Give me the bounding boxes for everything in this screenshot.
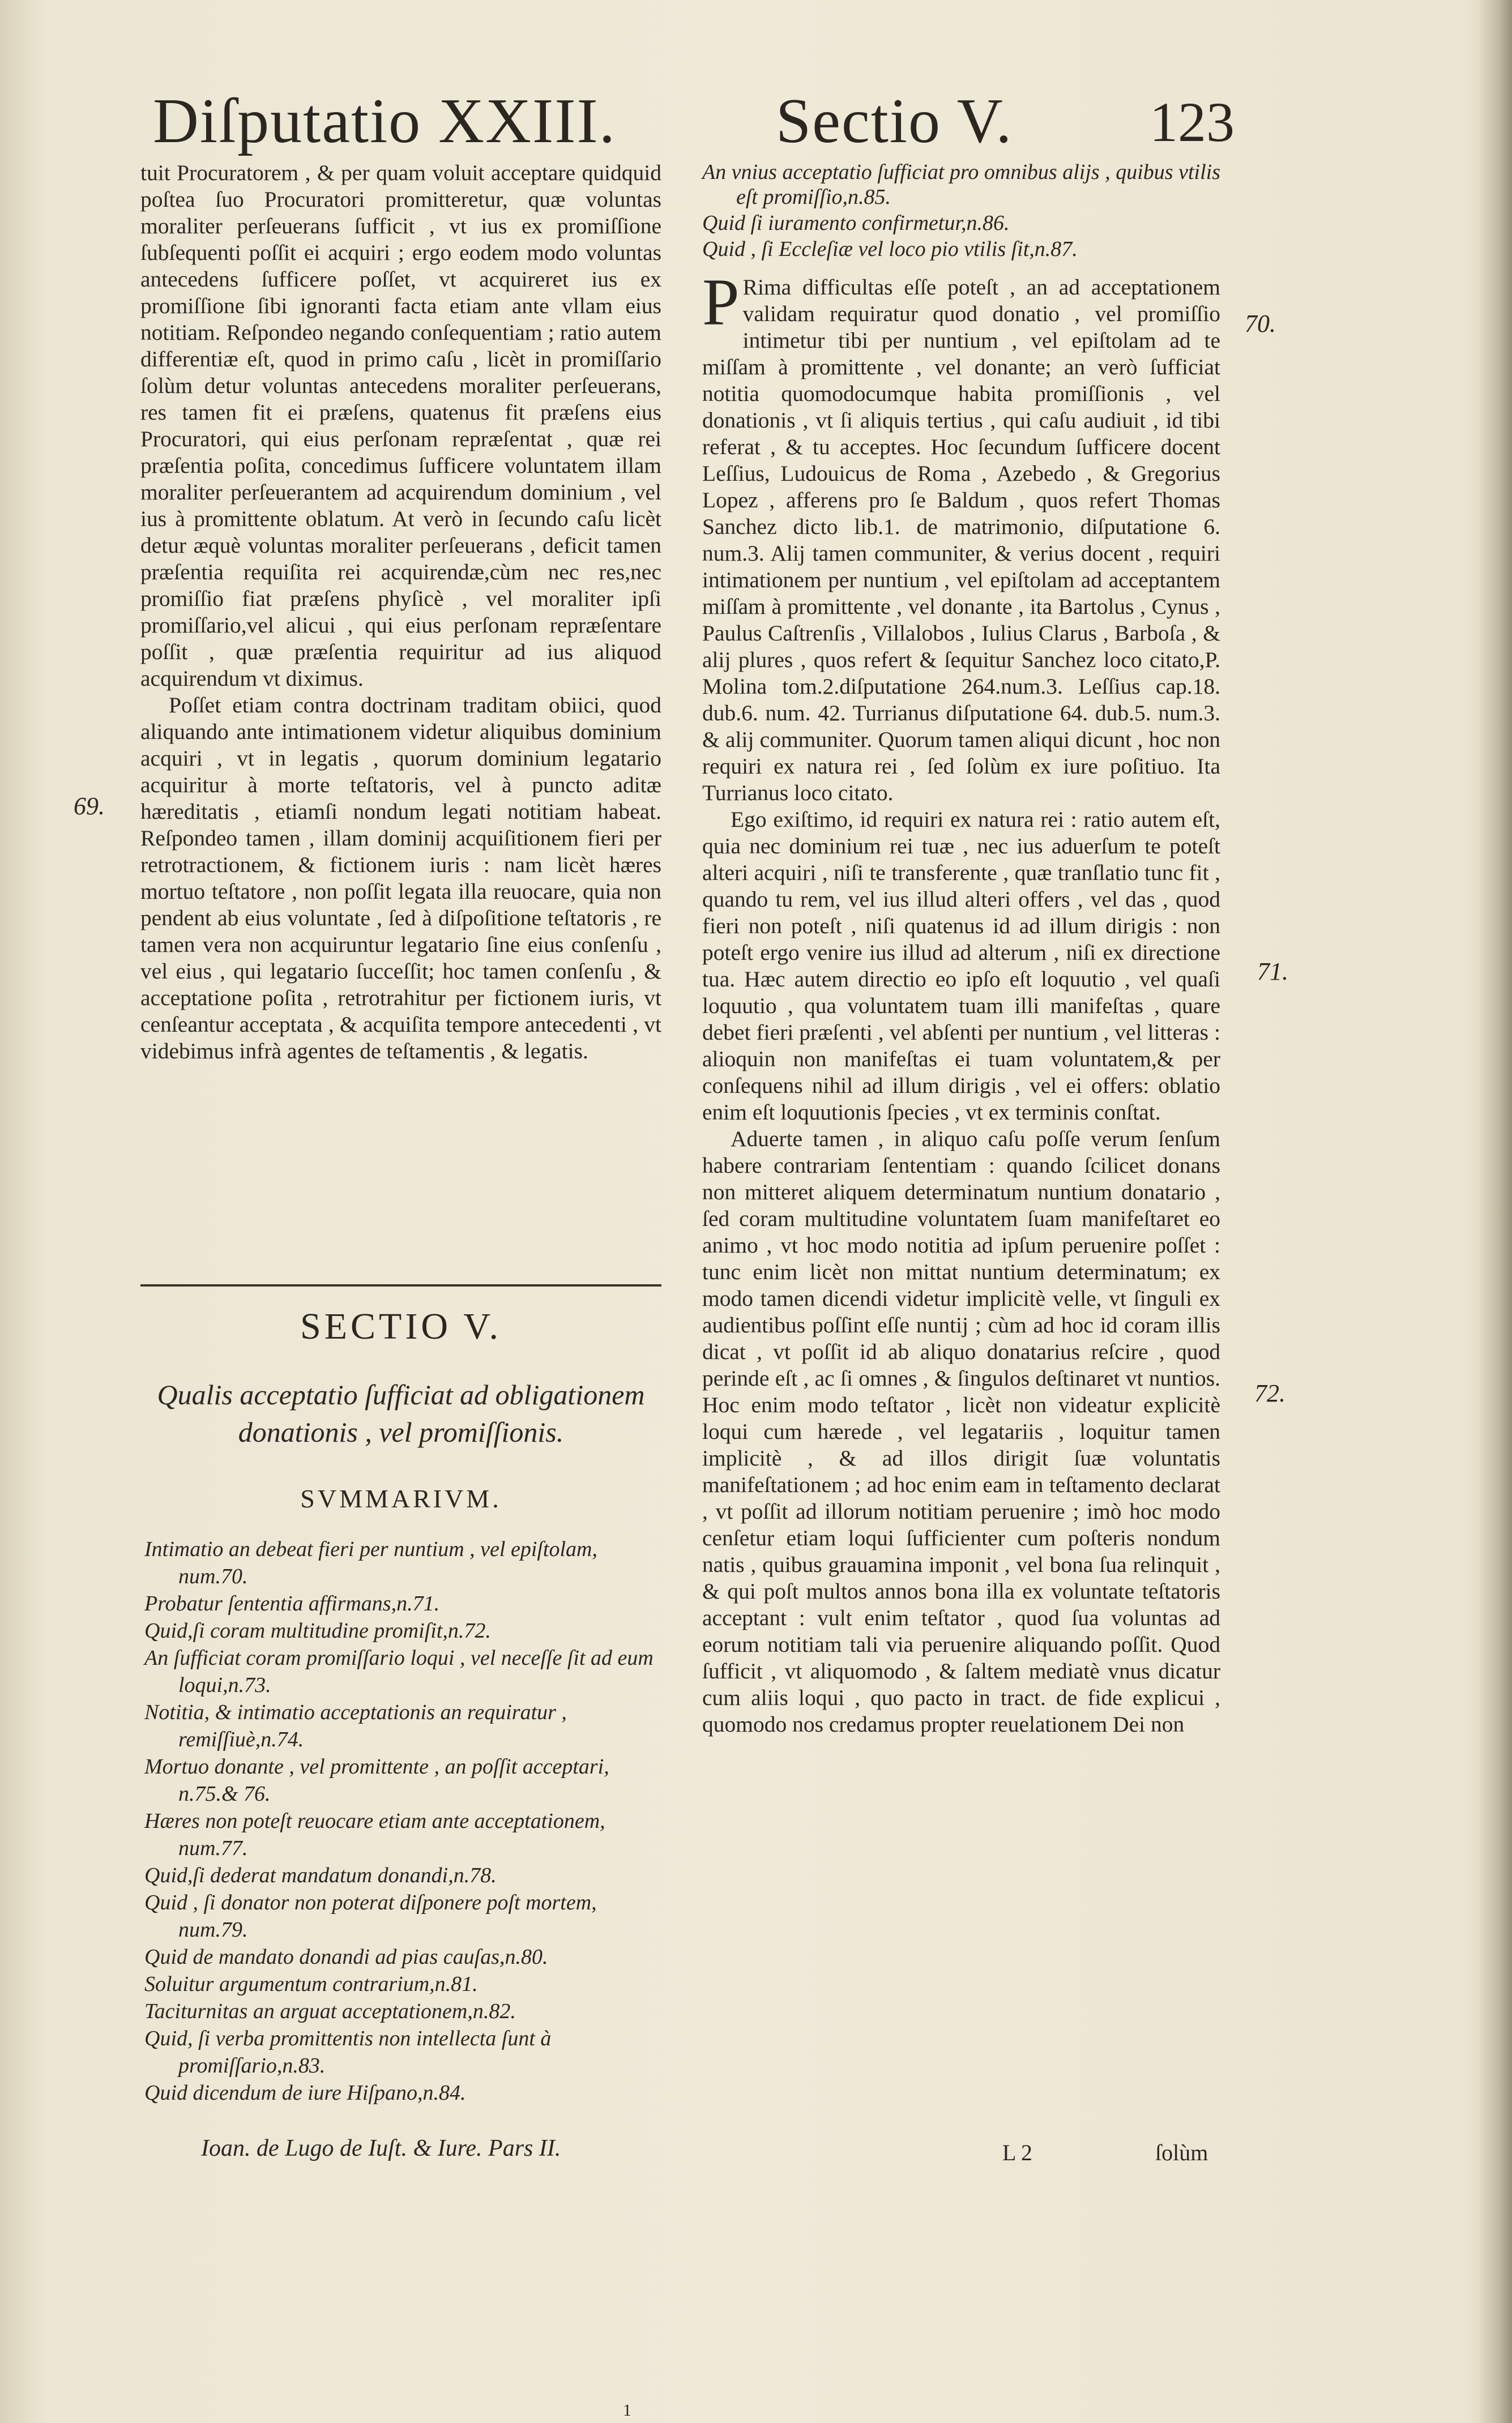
summary-list-right (702, 160, 1220, 262)
summary-item: Quid , ſi donator non poterat diſponere poſt mortem, num.79. (144, 1891, 597, 1942)
margin-number-69: 69. (74, 792, 105, 820)
summary-item: Hæres non poteſt reuocare etiam ante acceptationem, num.77. (144, 1809, 605, 1860)
header-disputation: Diſputatio XXIII. (153, 86, 616, 156)
summary-item: Quid , ſi Eccleſiæ vel loco pio vtilis ſit,n.87. (702, 237, 1078, 261)
footer-author-title: Ioan. de Lugo de Iuſt. & Iure. Pars II. (201, 2135, 561, 2161)
page-gutter-shadow (1478, 0, 1512, 2423)
left-column (140, 160, 661, 1065)
summary-item: Quid, ſi verba promittentis non intellecta ſunt à promiſſario,n.83. (144, 2027, 552, 2078)
summary-item: Intimatio an debeat fieri per nuntium , vel epiſtolam, num.70. (144, 1537, 597, 1588)
left-paragraph-1: tuit Procuratorem , & per quam voluit acceptare quidquid poſtea ſuo Procuratori promitteretur, quæ voluntas moraliter perſeuerans ſufficit , vt ius ex promiſſione ſubſequenti poſſit ei acquiri ; ergo eodem modo voluntas antecedens ſufficere poſſet, vt acquireret ius ex promiſſione ſibi ignoranti facta etiam ante vllam eius notitiam. Reſpondeo negando conſequentiam ; ratio autem differentiæ eſt, quod in primo caſu , licèt in promiſſario ſolùm detur voluntas antecedens moraliter perſeuerans, res tamen fit ei præſens, quatenus fit præſens eius Procuratori, qui eius perſonam repræſentat , quæ rei præſentia poſita, concedimus ſufficere voluntatem illam moraliter perſeuerantem ad acquirendum dominium , vel ius à promittente oblatum. At verò in ſecundo caſu licèt detur æquè voluntas moraliter perſeuerans , deficit tamen præſentia requiſita rei acquirendæ,cùm nec res,nec promiſſio fiat præſens phyſicè , vel moraliter ipſi promiſſario,vel alicui , qui eius perſonam repræſentare poſſit , quæ præſentia requiritur ad ius aliquod acquirendum vt diximus. (140, 160, 661, 691)
section-divider-rule (140, 1284, 661, 1287)
summary-item: An ſufficiat coram promiſſario loqui , vel neceſſe ſit ad eum loqui,n.73. (144, 1646, 654, 1697)
margin-number-71: 71. (1257, 958, 1288, 985)
drop-cap: P (702, 265, 740, 339)
left-paragraph-2: Poſſet etiam contra doctrinam traditam obiici, quod aliquando ante intimationem videtur aliquibus dominium acquiri , vt in legatis , quorum dominium legatario acquiritur à morte teſtatoris, vel à puncto aditæ hæreditatis , etiamſi nondum legati notitiam habeat. Reſpondeo tamen , illam dominij acquiſitionem fieri per retrotractionem, & fictionem iuris : nam licèt hæres mortuo teſtatore , non poſſit legata illa reuocare, quia non pendent ab eius voluntate , ſed à diſpoſitione teſtatoris , re tamen vera non acquiruntur legatario ſine eius conſenſu , vel eius , qui legatario ſucceſſit; hoc tamen conſenſu , & acceptatione poſita , retrotrahitur per fictionem iuris, vt cenſeantur acceptata , & acquiſita tempore antecedenti , vt videbimus infrà agentes de teſtamentis , & legatis. (140, 693, 661, 1063)
summary-item: Soluitur argumentum contrarium,n.81. (144, 1972, 478, 1996)
summary-item: Quid dicendum de iure Hiſpano,n.84. (144, 2081, 466, 2105)
section-heading: SECTIO V. (300, 1306, 502, 1347)
question-title-line-1: Qualis acceptatio ſufficiat ad obligationem (157, 1379, 645, 1411)
right-paragraph-3: Aduerte tamen , in aliquo caſu poſſe verum ſenſum habere contrariam ſententiam : quando ſcilicet donans non mitteret aliquem determinatum nuntium donatario , ſed coram multitudine voluntatem ſuam manifeſtaret eo animo , vt hoc modo notitia ad ipſum peruenire poſſet : tunc enim licèt non mittat nuntium determinatum; ex modo tamen dicendi videtur implicitè velle, vt ſinguli ex audientibus poſſint eſſe nuntij ; cùm ad hoc id coram illis dicat , vt poſſit id ab aliquo donatarius reſcire , quod perinde eſt , ac ſi omnes , & ſingulos deſtinaret vt nuntios. Hoc enim modo teſtator , licèt non videatur explicitè loqui cum hærede , vel legatariis , loquitur tamen implicitè , & ad illos dirigit ſuæ voluntatis manifeſtationem ; ad hoc enim eam in teſtamento declarat , vt poſſit ad illorum notitiam peruenire ; imò hoc modo cenſetur etiam loqui ſufficienter cum poſteris nondum natis , quibus grauamina imponit , vel bona ſua relinquit , & qui poſt multos annos bona illa ex voluntate teſtatoris acceptant : vult enim teſtator , quod ſua voluntas ad eorum notitiam tali via peruenire aliquando poſſit. Quod ſufficit , vt aliquomodo , & ſaltem mediatè vnus dicatur cum aliis loqui , quo pacto in tract. de fide explicui , quomodo nos credamus propter reuelationem Dei non (702, 1126, 1220, 1737)
summary-heading: SVMMARIVM. (300, 1484, 502, 1513)
signature-mark: L 2 (1002, 2140, 1032, 2165)
summary-list-left (144, 1536, 663, 2106)
summary-item: Mortuo donante , vel promittente , an poſſit acceptari, n.75.& 76. (144, 1755, 609, 1806)
right-paragraph-2: Ego exiſtimo, id requiri ex natura rei : ratio autem eſt, quia nec dominium rei tuæ , nec ius aduerſum te poteſt alteri acquiri , niſi te transferente , quæ tranſlatio tunc fit , quando tu rem, vel ius illud alteri offers , vel das , quod fieri non poteſt , niſi quatenus id ad illum dirigis : non poteſt ergo venire ius illud ad alterum , niſi ex directione tua. Hæc autem directio eo ipſo eſt loquutio , vel quaſi loquutio , qua voluntatem tuam illi manifeſtas , quare debet fieri præſenti , vel abſenti per nuntium , vel litteras : alioquin non manifeſtas ei tuam voluntatem,& per conſequens nihil ad illum dirigis , vel ei offers: oblatio enim eſt loquutionis ſpecies , vt ex terminis conſtat. (702, 807, 1220, 1125)
summary-item: Notitia, & intimatio acceptationis an requiratur , remiſſiuè,n.74. (144, 1700, 567, 1751)
question-title-line-2: donationis , vel promiſſionis. (238, 1416, 564, 1448)
summary-item: Quid,ſi coram multitudine promiſit,n.72. (144, 1619, 491, 1643)
summary-item: An vnius acceptatio ſufficiat pro omnibus alijs , quibus vtilis eſt promiſſio,n.85. (702, 160, 1220, 209)
catchword: ſolùm (1155, 2140, 1208, 2165)
summary-item: Quid de mandato donandi ad pias cauſas,n.80. (144, 1945, 548, 1969)
header-section: Sectio V. (776, 86, 1013, 156)
margin-number-72: 72. (1254, 1379, 1285, 1407)
right-paragraph-1-text: Rima difficultas eſſe poteſt , an ad acceptationem validam requiratur quod donatio , vel promiſſio intimetur tibi per nuntium , vel epiſtolam ad te miſſam à promittente , vel donante; an verò ſufficiat notitia quomodocumque habita promiſſionis , vel donationis , vt ſi aliquis tertius , qui caſu audiuit , id tibi referat , & tu acceptes. Hoc ſecundum ſufficere docent Leſſius, Ludouicus de Roma , Azebedo , & Gregorius Lopez , afferens pro ſe Baldum , quos refert Thomas Sanchez dicto lib.1. de matrimonio, diſputatione 6. num.3. Alij tamen communiter, & verius docent , requiri intimationem per nuntium , vel epiſtolam ad acceptantem miſſam à promittente , vel donante , ita Bartolus , Cynus , Paulus Caſtrenſis , Villalobos , Iulius Clarus , Barboſa , & alij plures , quos refert & ſequitur Sanchez loco citato,P. Molina tom.2.diſputatione 264.num.3. Leſſius cap.18. dub.6. num. 42. Turrianus diſputatione 64. dub.5. num.3. & alij communiter. Quorum tamen aliqui dicunt , hoc non requiri ex natura rei , ſed ſolùm ex iure poſitiuo. Ita Turrianus loco citato. (702, 275, 1220, 805)
bottom-mark: 1 (623, 2401, 631, 2420)
running-header (153, 85, 1235, 159)
right-paragraph-1 (702, 265, 1220, 806)
summary-item: Quid,ſi dederat mandatum donandi,n.78. (144, 1864, 497, 1887)
page-number: 123 (1150, 91, 1235, 153)
summary-item: Quid ſi iuramento confirmetur,n.86. (702, 211, 1010, 235)
summary-item: Taciturnitas an arguat acceptationem,n.82. (144, 1999, 516, 2023)
margin-number-70: 70. (1245, 310, 1276, 337)
right-column (702, 160, 1220, 1738)
question-title (140, 1376, 661, 1451)
summary-item: Probatur ſententia affirmans,n.71. (144, 1592, 440, 1616)
